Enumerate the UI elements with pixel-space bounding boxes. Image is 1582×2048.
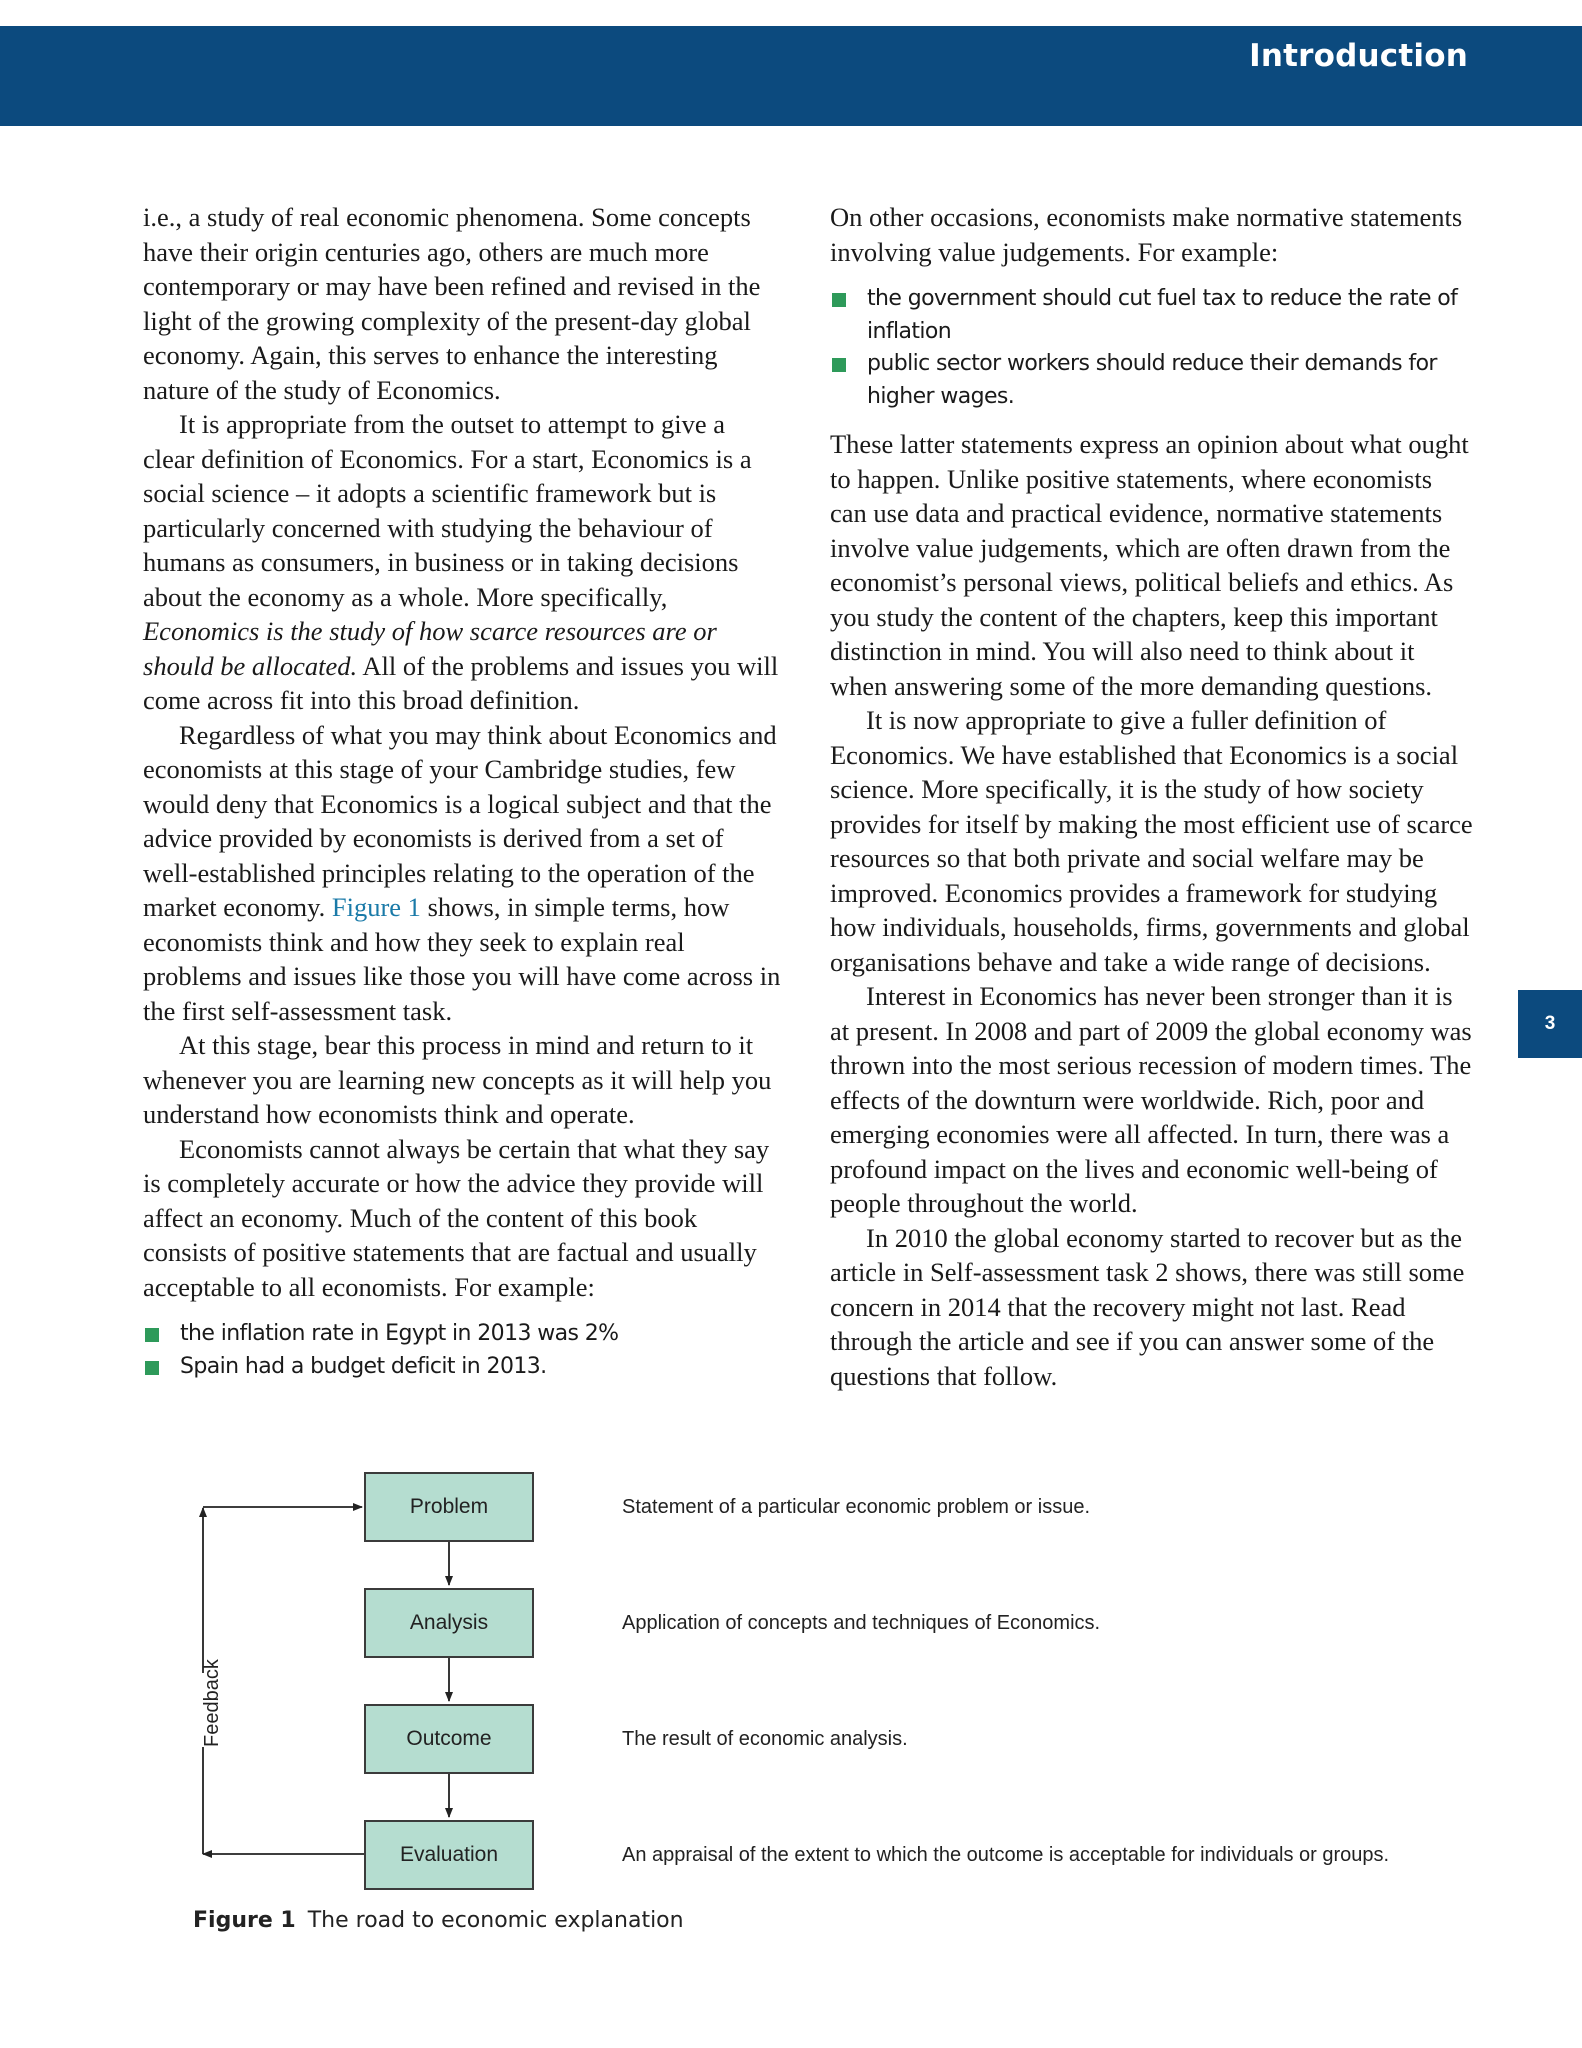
normative-statements-list: [830, 283, 1475, 413]
square-bullet-icon: [832, 358, 846, 372]
paragraph: On other occasions, economists make normative statements involving value judgements. For example:: [830, 202, 1463, 267]
paragraph: In 2010 the global economy started to recover but as the article in Self-assessment task 2 shows, there was still some concern in 2014 that the recovery might not last. Read through the article and see if you can answer some of the questions that follow.: [830, 1222, 1465, 1391]
paragraph-text: shows, in simple terms, how economists think and how they seek to explain real problems and issues like those you will have come across in the first self-assessment task.: [143, 892, 781, 1026]
list-item: [830, 348, 1475, 413]
list-item: [830, 283, 1475, 348]
feedback-label: Feedback: [201, 1659, 223, 1747]
list-item-text: the government should cut fuel tax to reduce the rate of inflation: [867, 286, 1458, 344]
flow-description-outcome: The result of economic analysis.: [622, 1728, 908, 1750]
paragraph-text: All of the problems and issues you will come across fit into this broad definition.: [143, 650, 779, 715]
paragraph: Interest in Economics has never been stronger than it is at present. In 2008 and part of 2009 the global economy was thrown into the most serious recession of modern times. The effects of the downturn were worldwide. Rich, poor and emerging economies were all affected. In turn, there was a profound impact on the lives and economic well-being of people throughout the world.: [830, 981, 1472, 1218]
figure-caption-number: Figure 1: [193, 1908, 296, 1933]
definition-italic: Economics is the study of how scarce resources are or should be allocated.: [143, 616, 717, 681]
paragraph: Economists cannot always be certain that what they say is completely accurate or how the advice they provide will affect an economy. Much of the content of this book consists of positive statements that are factual and usually acceptable to all economists. For example:: [143, 1133, 770, 1302]
square-bullet-icon: [145, 1361, 159, 1375]
page-number-tab: 3: [1518, 990, 1582, 1058]
list-item-text: the inflation rate in Egypt in 2013 was 2%: [180, 1321, 619, 1346]
figure-1-link[interactable]: Figure 1: [331, 892, 421, 922]
right-column: [830, 200, 1475, 1393]
paragraph: These latter statements express an opinion about what ought to happen. Unlike positive statements, where economists can use data and practical evidence, normative statements involve value judgements, which are often drawn from the economist’s personal views, political beliefs and ethics. As you study the content of the chapters, keep this important distinction in mind. You will also need to think about it when answering some of the more demanding questions.: [830, 429, 1469, 701]
list-item-text: public sector workers should reduce their demands for higher wages.: [867, 351, 1437, 409]
flow-description-evaluation: An appraisal of the extent to which the outcome is acceptable for individuals or groups.: [622, 1844, 1390, 1866]
paragraph-text: Regardless of what you may think about Economics and economists at this stage of your Cambridge studies, few would deny that Economics is a logical subject and that the advice provided by economists is derived from a set of well-established principles relating to the operation of the market economy.: [143, 719, 777, 922]
flow-box-outcome: Outcome: [364, 1704, 534, 1774]
list-item: [143, 1318, 783, 1351]
paragraph-figure-ref: [143, 718, 783, 1029]
figure-caption: [193, 1908, 684, 1933]
left-column: [143, 200, 783, 1397]
flow-box-problem: Problem: [364, 1472, 534, 1542]
square-bullet-icon: [832, 293, 846, 307]
paragraph: i.e., a study of real economic phenomena. Some concepts have their origin centuries ago, others are much more contemporary or may have been refined and revised in the light of the growing complexity of the present-day global economy. Again, this serves to enhance the interesting nature of the study of Economics.: [143, 202, 761, 405]
positive-statements-list: [143, 1318, 783, 1383]
paragraph-definition: [143, 407, 783, 718]
paragraph-text: It is appropriate from the outset to attempt to give a clear definition of Economics. For a start, Economics is a social science – it adopts a scientific framework but is particularly concerned with studying the behaviour of humans as consumers, in business or in taking decisions about the economy as a whole. More specifically,: [143, 409, 752, 612]
flow-box-evaluation: Evaluation: [364, 1820, 534, 1890]
running-header-title: Introduction: [1249, 38, 1468, 74]
paragraph: At this stage, bear this process in mind and return to it whenever you are learning new concepts as it will help you understand how economists think and operate.: [143, 1030, 772, 1129]
list-item-text: Spain had a budget deficit in 2013.: [180, 1353, 547, 1379]
figure-caption-text: The road to economic explanation: [307, 1908, 684, 1933]
square-bullet-icon: [145, 1328, 159, 1342]
flow-description-analysis: Application of concepts and techniques of Economics.: [622, 1612, 1101, 1634]
flow-box-analysis: Analysis: [364, 1588, 534, 1658]
list-item: [143, 1351, 783, 1384]
paragraph: It is now appropriate to give a fuller definition of Economics. We have established that Economics is a social science. More specifically, it is the study of how society provides for itself by making the most efficient use of scarce resources so that both private and social welfare may be improved. Economics provides a framework for studying how individuals, households, firms, governments and global organisations behave and take a wide range of decisions.: [830, 705, 1473, 977]
flow-description-problem: Statement of a particular economic problem or issue.: [622, 1496, 1090, 1518]
